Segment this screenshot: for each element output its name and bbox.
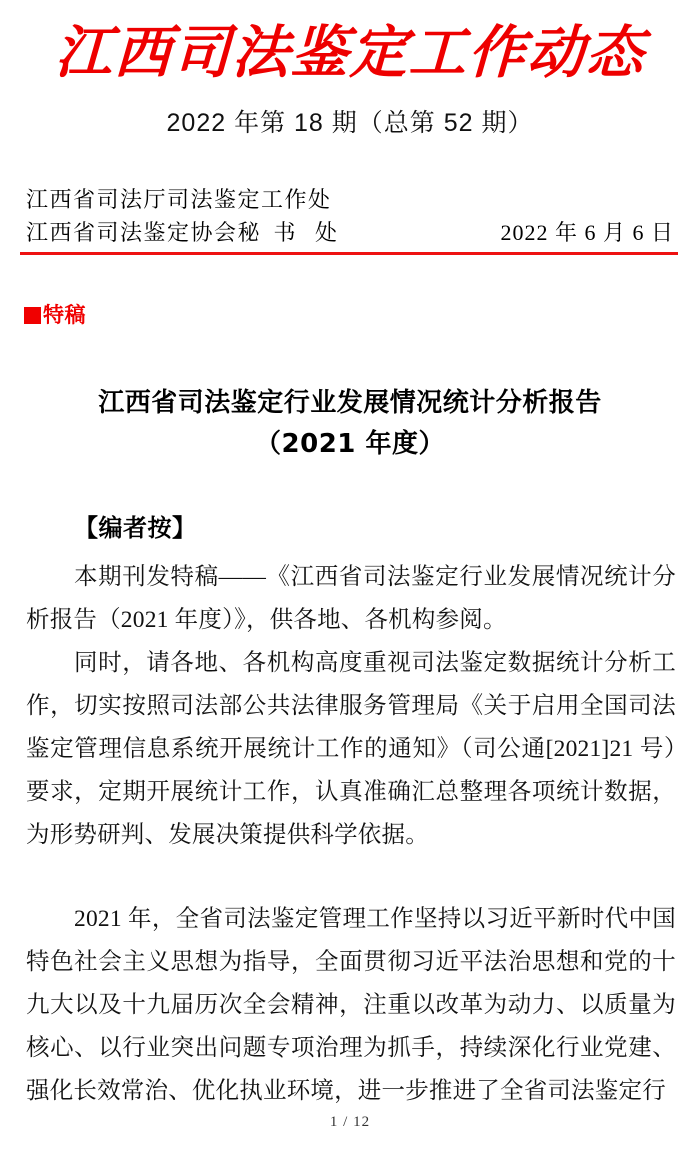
paragraph: 2021 年，全省司法鉴定管理工作坚持以习近平新时代中国特色社会主义思想为指导，全面贯彻习近平法治思想和党的十九大以及十九届历次全会精神，注重以改革为动力、以质量为核心、以行业突出问题专项治理为抓手，持续深化行业党建、强化长效常治、优化执业环境，进一步推进了全省司法鉴定行 [26, 906, 676, 1104]
issuer-department-line: 江西省司法厅司法鉴定工作处 [26, 187, 332, 212]
page-number-footer: 1 / 12 [329, 1114, 371, 1130]
editor-note-block-1 [26, 556, 676, 642]
section-marker-label: 特稿 [43, 304, 86, 327]
issue-number-line: 2022 年第 18 期（总第 52 期） [166, 109, 534, 137]
paragraph: 同时，请各地、各机构高度重视司法鉴定数据统计分析工作，切实按照司法部公共法律服务管理局《关于启用全国司法鉴定管理信息系统开展统计工作的通知》（司公通[2021]21 号）要求，定期开展统计工作，认真准确汇总整理各项统计数据，为形势研判、发展决策提供科学依据。 [26, 650, 676, 848]
issuer-row-1 [26, 184, 676, 217]
editor-note-block-2 [26, 642, 676, 857]
issuer-association-spaced: 书 处 [261, 220, 345, 245]
masthead-divider-rule [20, 252, 678, 255]
body-block-1 [26, 898, 676, 1113]
issuer-association-line [26, 217, 344, 249]
editor-note-heading: 【编者按】 [74, 514, 197, 542]
masthead-title: 江西司法鉴定工作动态 [53, 19, 647, 86]
issuer-association-main: 江西省司法鉴定协会秘 [26, 220, 262, 245]
section-marker-feature [24, 305, 86, 326]
issuer-row-2 [26, 217, 676, 250]
article-subtitle: （2021 年度） [255, 429, 445, 459]
red-square-bullet-icon [24, 307, 41, 324]
publication-date: 2022 年 6 月 6 日 [500, 220, 674, 245]
issuer-block [26, 184, 676, 250]
paragraph: 本期刊发特稿——《江西省司法鉴定行业发展情况统计分析报告（2021 年度）》，供各地、各机构参阅。 [26, 564, 676, 633]
article-title: 江西省司法鉴定行业发展情况统计分析报告 [98, 388, 602, 418]
